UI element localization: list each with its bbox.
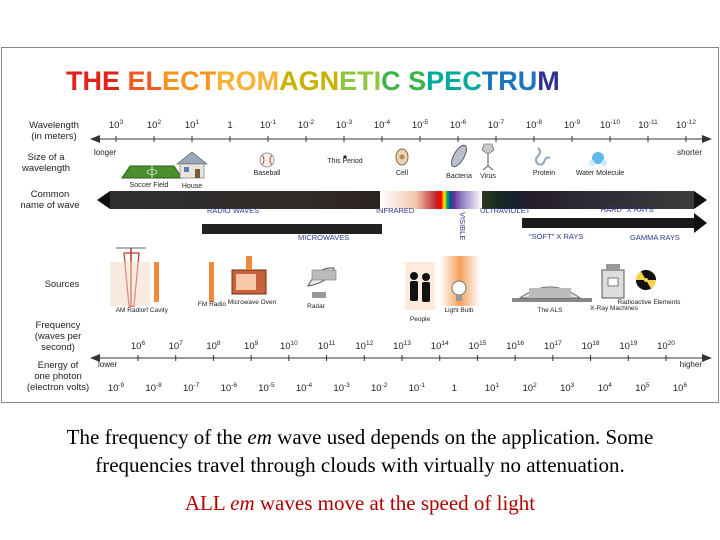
wave-label-visible: VISIBLE — [458, 212, 467, 241]
wavelength-tick-label: $10^{-5}$ — [411, 119, 429, 131]
wave-label-infrared: INFRARED — [376, 206, 415, 215]
frequency-right-arrowhead — [702, 354, 712, 362]
frequency-tick-label: $10^{10}$ — [279, 340, 298, 352]
energy-tick-label: $10^6$ — [672, 382, 688, 394]
size-label-bacteria: Bacteria — [446, 173, 472, 180]
caption-line1-pre: The frequency of the — [66, 425, 248, 449]
wavelength-tick-label: $10^{-9}$ — [563, 119, 581, 131]
wavelength-tick-label: $10^{-10}$ — [600, 119, 620, 131]
energy-scale — [108, 382, 688, 394]
row-label-wavelength: Wavelength (in meters) — [29, 120, 79, 142]
energy-tick-label: $10^{-6}$ — [220, 382, 237, 394]
frequency-tick-label: $10^{12}$ — [355, 340, 374, 352]
size-label-baseball: Baseball — [253, 170, 281, 177]
caption-line3-post: waves move at the speed of light — [254, 491, 536, 515]
frequency-tick-label: $10^{11}$ — [317, 340, 336, 352]
size-label-protein: Protein — [532, 170, 556, 177]
row-label-frequency: Frequency (waves per second) — [34, 320, 82, 353]
spectrum-figure — [1, 47, 719, 403]
wavelength-tick-label: $10^{-4}$ — [373, 119, 391, 131]
wavelength-tick-label: $10^{-11}$ — [638, 119, 658, 131]
wave-label-radio: RADIO WAVES — [207, 206, 260, 215]
virus-icon — [482, 144, 494, 170]
wavelength-tick-label: $10^{-8}$ — [525, 119, 543, 131]
wavelength-tick-label: $10^1$ — [184, 119, 200, 131]
energy-tick-label: $10^3$ — [560, 382, 575, 394]
caption-line3-pre: ALL — [184, 491, 231, 515]
energy-tick-label: $10^{-9}$ — [107, 382, 125, 394]
band-left-arrowhead — [97, 191, 110, 209]
source-label-fm-radio: FM Radio — [197, 301, 227, 308]
wavelength-tick-label: $10^2$ — [146, 119, 162, 131]
wavelength-tick-label: $10^{-6}$ — [449, 119, 467, 131]
energy-tick-label: $10^{-4}$ — [295, 382, 313, 394]
wave-label-gamma: GAMMA RAYS — [630, 233, 680, 242]
house-icon — [177, 152, 207, 178]
lower-label: lower — [98, 360, 118, 369]
wave-label-hard-xrays: "HARD" X RAYS — [598, 205, 654, 214]
size-label-cell: Cell — [395, 170, 409, 177]
source-label-people: People — [409, 316, 431, 323]
wavelength-tick-label: $10^{-1}$ — [259, 119, 277, 131]
am-radio-tower-icon — [110, 248, 150, 306]
wave-label-ultraviolet: ULTRAVIOLET — [480, 206, 531, 215]
energy-tick-label: $10^{-7}$ — [183, 382, 200, 394]
bacteria-icon — [449, 143, 470, 169]
frequency-tick-label: $10^{17}$ — [543, 340, 562, 352]
frequency-tick-label: $10^{18}$ — [581, 340, 600, 352]
wavelength-tick-label: $10^{-2}$ — [297, 119, 315, 131]
row-label-common-name: Common name of wave — [20, 189, 80, 211]
source-label-xray-machines: X-Ray Machines — [590, 305, 638, 312]
energy-tick-label: $10^4$ — [597, 382, 612, 394]
shorter-label: shorter — [677, 148, 702, 157]
energy-tick-label: $10^2$ — [522, 382, 537, 394]
energy-tick-label: $10^{-5}$ — [258, 382, 275, 394]
microwaves-bar — [202, 224, 382, 234]
energy-tick-label: $10^{-2}$ — [371, 382, 388, 394]
source-label-radioactive-elements: Radioactive Elements — [617, 299, 681, 306]
wavelength-tick-label: 1 — [227, 120, 233, 131]
energy-tick-label: $10^1$ — [484, 382, 500, 394]
source-label-microwave-oven: Microwave Oven — [227, 299, 277, 306]
radioactive-icon — [633, 267, 658, 293]
source-label-radar: Radar — [307, 303, 325, 310]
soccer-field-icon — [122, 166, 182, 178]
frequency-tick-label: $10^{20}$ — [657, 340, 675, 352]
frequency-tick-label: $10^{16}$ — [506, 340, 525, 352]
source-label-light-bulb: Light Bulb — [444, 307, 474, 314]
protein-icon — [536, 148, 550, 165]
caption-line2: frequencies travel through clouds with virtually no attenuation. — [95, 453, 625, 477]
source-label-rf-cavity: rf Cavity — [144, 307, 168, 314]
wave-label-microwaves: MICROWAVES — [298, 233, 350, 242]
caption-line1-post: wave used depends on the application. Some — [271, 425, 654, 449]
frequency-tick-label: $10^8$ — [206, 340, 221, 352]
source-label-the-als: The ALS — [537, 307, 563, 314]
xray-machine-icon — [602, 264, 624, 298]
energy-tick-label: $10^{-3}$ — [333, 382, 350, 394]
wavelength-tick-label: $10^{-12}$ — [676, 119, 696, 131]
microwave-oven-icon — [232, 256, 266, 294]
frequency-tick-label: $10^7$ — [168, 340, 183, 352]
wavelength-tick-label: $10^3$ — [108, 119, 124, 131]
higher-label: higher — [679, 360, 702, 369]
energy-tick-label: 1 — [451, 383, 458, 394]
baseball-icon — [260, 153, 274, 167]
als-building-icon — [512, 287, 592, 302]
sources-row — [110, 248, 659, 310]
caption-line1-em: em — [247, 425, 272, 449]
frequency-tick-label: $10^{15}$ — [468, 340, 487, 352]
soft-xray-bar — [522, 218, 700, 228]
wavelength-right-arrowhead — [702, 135, 712, 143]
caption-paragraph — [0, 423, 720, 479]
water-molecule-icon — [589, 152, 607, 166]
rf-cavity-icon — [154, 262, 159, 302]
light-bulb-icon — [440, 256, 480, 306]
size-label-this-period: This Period — [327, 158, 363, 165]
wavelength-tick-label: $10^{-3}$ — [335, 119, 353, 131]
frequency-tick-label: $10^9$ — [244, 340, 259, 352]
source-label-am-radio: AM Radio — [115, 307, 145, 314]
row-label-sources: Sources — [44, 279, 80, 290]
size-label-water-molecule: Water Molecule — [575, 170, 625, 177]
diagram-title: THE ELECTROMAGNETIC SPECTRUM — [66, 66, 560, 96]
energy-tick-label: $10^{-1}$ — [408, 382, 425, 394]
energy-tick-label: $10^{-8}$ — [145, 382, 162, 394]
spectrum-diagram — [2, 48, 718, 402]
frequency-tick-label: $10^{13}$ — [393, 340, 411, 352]
size-label-soccer-field: Soccer Field — [129, 182, 169, 189]
size-objects — [122, 143, 624, 190]
wavelength-left-arrowhead — [90, 135, 100, 143]
people-icon — [405, 262, 435, 310]
cell-icon — [396, 149, 408, 165]
wave-label-soft-xrays: "SOFT" X RAYS — [529, 232, 584, 241]
band-right-arrowhead — [694, 191, 707, 209]
fm-radio-icon — [209, 262, 214, 302]
size-label-virus: Virus — [480, 173, 496, 180]
frequency-tick-label: $10^{14}$ — [430, 340, 449, 352]
frequency-tick-label: $10^{19}$ — [619, 340, 638, 352]
size-label-house: House — [181, 183, 203, 190]
frequency-tick-label: $10^6$ — [130, 340, 146, 352]
longer-label: longer — [94, 148, 117, 157]
row-label-size: Size of a wavelength — [21, 152, 71, 174]
caption-line3-em: em — [230, 491, 255, 515]
energy-tick-label: $10^5$ — [635, 382, 650, 394]
radar-dish-icon — [308, 268, 336, 298]
row-label-energy: Energy of one photon (electron volts) — [26, 360, 90, 393]
wavelength-tick-label: $10^{-7}$ — [487, 119, 505, 131]
caption-speed-of-light — [0, 491, 720, 516]
